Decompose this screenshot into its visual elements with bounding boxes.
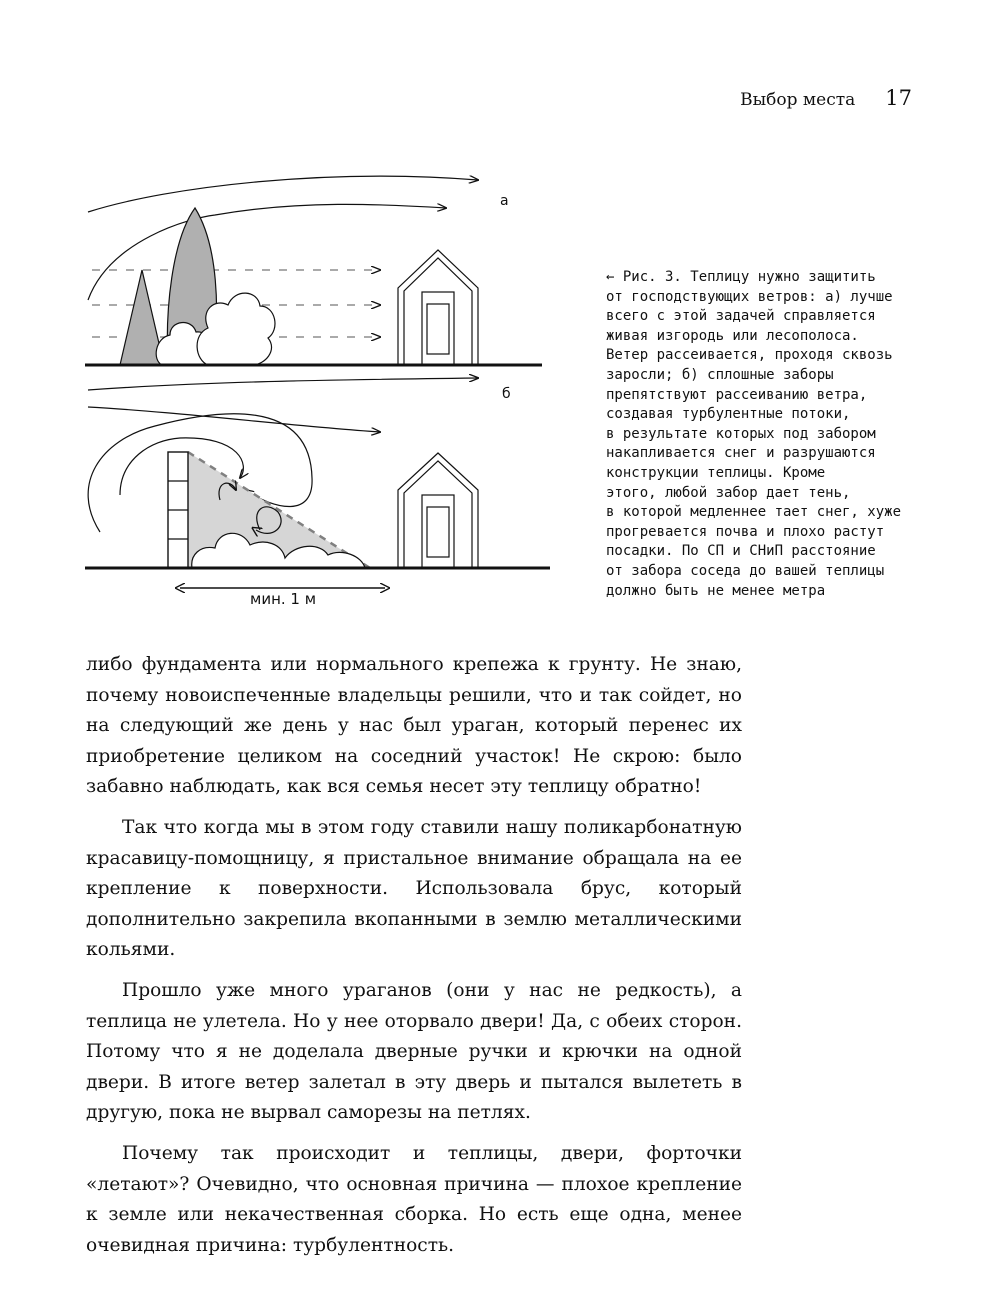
greenhouse-inner-wall xyxy=(404,461,472,568)
greenhouse xyxy=(398,250,478,365)
wind-arrow xyxy=(88,407,380,432)
figure-caption xyxy=(606,268,926,601)
wind-diagram xyxy=(80,160,560,620)
panel-b-label: б xyxy=(502,386,511,402)
greenhouse-outer-wall xyxy=(398,453,478,568)
paragraph: Прошло уже много ураганов (они у нас не редкость), а теплица не улетела. Но у нее оторвало двери! Да, с обеих сторон. Потому что я не доделала дверные ручки и крючки на одной двери. В итоге ветер залетал в эту дверь и пытался вылететь в другую, пока не вырвал саморезы на петлях. xyxy=(86,979,742,1124)
page-number: 17 xyxy=(885,86,912,110)
wind-arrow xyxy=(88,378,478,390)
panel-b xyxy=(85,378,550,608)
caption-text: ← Рис. 3. Теплицу нужно защитить от господствующих ветров: а) лучше всего с этой задачей справляется живая изгородь или лесополоса. Ветер рассеивается, проходя сквозь заросли; б) сплошные заборы препятствуют рассеиванию ветра, создавая турбулентные потоки, в результате которых под забором накапливается снег и разрушаются конструкции теплицы. Кроме этого, любой забор дает тень, в которой медленнее тает снег, хуже прогревается почва и плохо растут посадки. По СП и СНиП расстояние от забора соседа до вашей теплицы должно быть не менее метра xyxy=(606,269,902,599)
running-head xyxy=(740,86,912,110)
greenhouse-door-panel xyxy=(427,507,449,557)
panel-a-label: а xyxy=(500,193,509,209)
paragraph: Так что когда мы в этом году ставили нашу поликарбонатную красавицу-помощницу, я пристальное внимание обращала на ее крепление к поверхности. Использовала брус, который дополнительно закрепила вкопанными в землю металлическими кольями. xyxy=(86,816,742,961)
dimension-label: мин. 1 м xyxy=(250,590,317,608)
greenhouse xyxy=(398,453,478,568)
section-title: Выбор места xyxy=(740,90,856,110)
body-text xyxy=(86,650,742,1271)
paragraph: Почему так происходит и теплицы, двери, форточки «летают»? Очевидно, что основная причина — плохое крепление к земле или некачественная сборка. Но есть еще одна, менее очевидная причина: турбулентность. xyxy=(86,1142,742,1256)
panel-a xyxy=(85,176,542,365)
paragraph: либо фундамента или нормального крепежа к грунту. Не знаю, почему новоиспеченные владельцы решили, что и так сойдет, но на следующий же день у нас был ураган, который перенес их приобретение целиком на соседний участок! Не скрою: было забавно наблюдать, как вся семья несет эту теплицу обратно! xyxy=(86,654,742,798)
figure-wind-protection xyxy=(80,160,560,620)
